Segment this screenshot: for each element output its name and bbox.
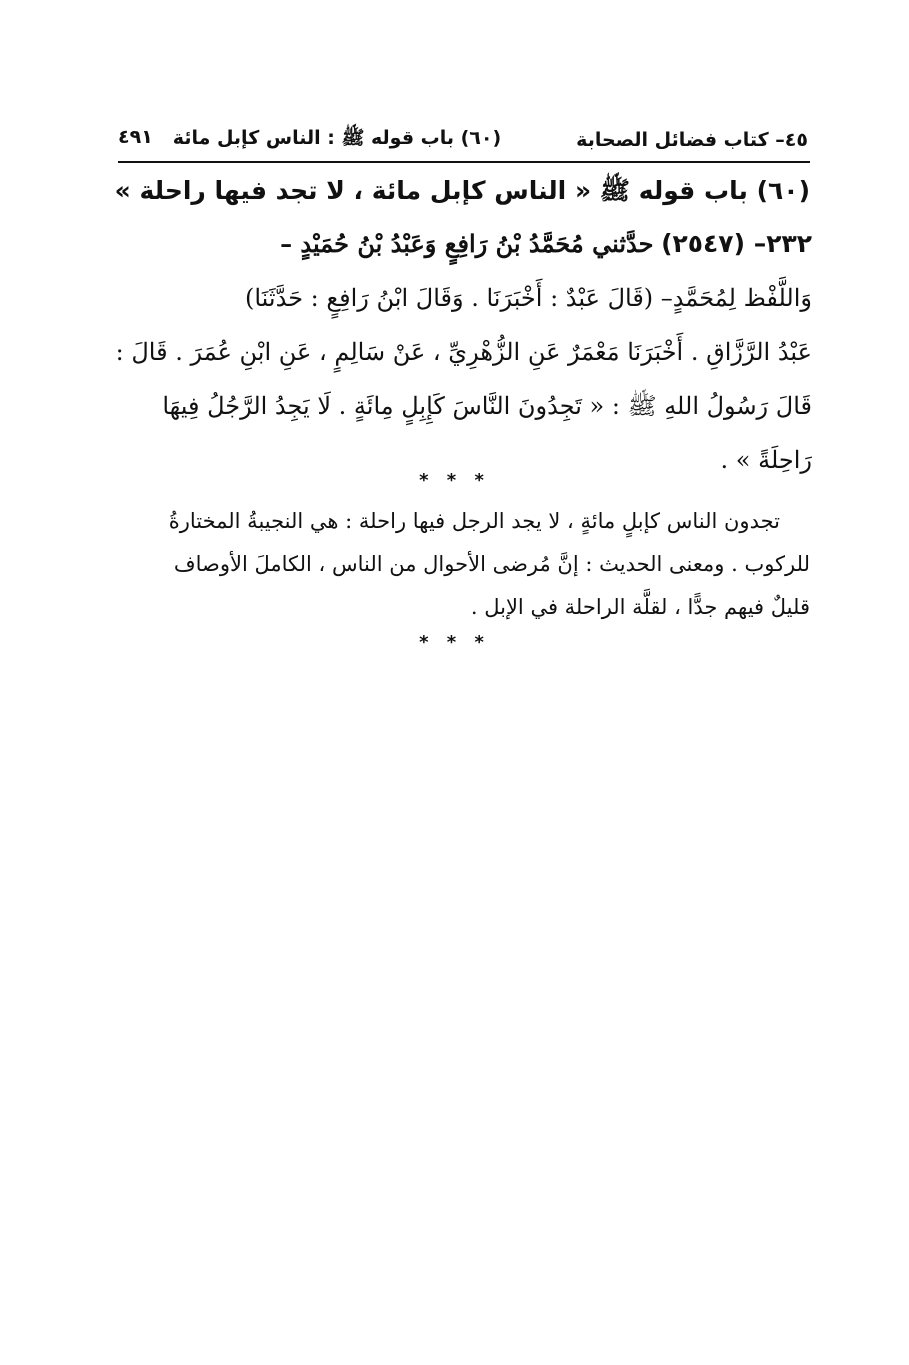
hadith-line: وَاللَّفْظ لِمُحَمَّدٍ– (قَالَ عَبْدٌ : أَخْبَرَنَا . وَقَالَ ابْنُ رَافِعٍ : حَدَّثَنَا)	[245, 284, 812, 312]
hadith-line: رَاحِلَةً » .	[720, 446, 812, 474]
separator-stars-2: * * *	[419, 632, 490, 653]
separator-stars-1: * * *	[419, 470, 490, 491]
running-head	[118, 122, 808, 158]
commentary-line: تجدون الناس كإبلٍ مائةٍ ، لا يجد الرجل فيها راحلة : هي النجيبةُ المختارةُ	[168, 509, 780, 533]
hadith-chain-start: حدَّثني مُحَمَّدُ بْنُ رَافِعٍ وَعَبْدُ بْنُ حُمَيْدٍ –	[280, 229, 654, 258]
running-head-chapter: (٦٠) باب قوله ﷺ : الناس كإبل مائة	[172, 127, 502, 149]
page-number: ٤٩١	[118, 126, 153, 148]
commentary-line: للركوب . ومعنى الحديث : إنَّ مُرضى الأحوال من الناس ، الكاملَ الأوصاف	[173, 552, 810, 576]
running-head-section: ٤٥– كتاب فضائل الصحابة	[576, 129, 808, 151]
hadith-line	[112, 217, 812, 271]
hadith-text	[112, 217, 812, 487]
header-rule	[118, 161, 810, 163]
chapter-title: (٦٠) باب قوله ﷺ « الناس كإبل مائة ، لا تجد فيها راحلة »	[114, 176, 810, 205]
hadith-number: ٢٣٢– (٢٥٤٧)	[661, 229, 812, 258]
hadith-line: عَبْدُ الرَّزَّاقِ . أَخْبَرَنَا مَعْمَرٌ عَنِ الزُّهْرِيِّ ، عَنْ سَالِمٍ ، عَنِ ابْنِ عُمَرَ . قَالَ :	[115, 338, 812, 366]
hadith-line: قَالَ رَسُولُ اللهِ ﷺ : « تَجِدُونَ النَّاسَ كَإِبِلٍ مِائَةٍ . لَا يَجِدُ الرَّجُلُ فِيهَا	[162, 392, 812, 420]
commentary-line: قليلٌ فيهم جدًّا ، لقلَّة الراحلة في الإبل .	[470, 595, 810, 619]
running-head-left	[118, 126, 531, 154]
commentary-text	[118, 500, 810, 629]
